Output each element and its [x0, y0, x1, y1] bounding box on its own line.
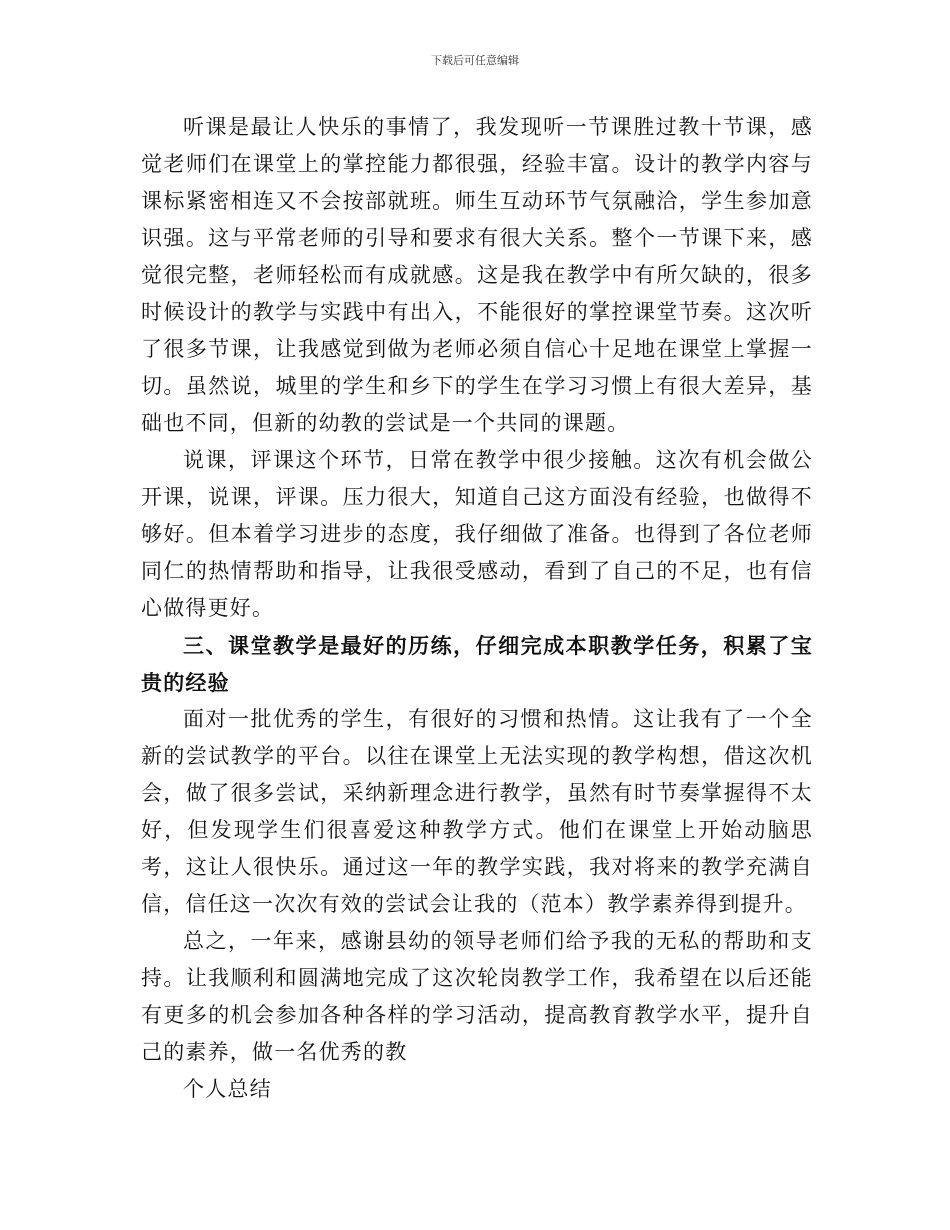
closing-title: 个人总结 — [183, 1077, 272, 1101]
paragraph-lesson-evaluation: 说课，评课这个环节，日常在教学中很少接触。这次有机会做公开课，说课，评课。压力很大，知道自己这方面没有经验，也做得不够好。但本着学习进步的态度，我仔细做了准备。也得到了各位老师同仁的热情帮助和指导，让我很受感动，看到了自己的不足，也有信心做得更好。 — [141, 448, 813, 620]
page-header-note: 下载后可任意编辑 — [431, 54, 519, 67]
paragraph-conclusion: 总之，一年来，感谢县幼的领导老师们给予我的无私的帮助和支持。让我顺利和圆满地完成了这次轮岗教学工作，我希望在以后还能有更多的机会参加各种各样的学习活动，提高教育教学水平，提升自己的素养，做一名优秀的教 — [141, 929, 813, 1064]
paragraph-lesson-observation: 听课是最让人快乐的事情了，我发现听一节课胜过教十节课，感觉老师们在课堂上的掌控能力都很强，经验丰富。设计的教学内容与课标紧密相连又不会按部就班。师生互动环节气氛融洽，学生参加意识强。这与平常老师的引导和要求有很大关系。整个一节课下来，感觉很完整，老师轻松而有成就感。这是我在教学中有所欠缺的，很多时候设计的教学与实践中有出入，不能很好的掌控课堂节奏。这次听了很多节课，让我感觉到做为老师必须自信心十足地在课堂上掌握一切。虽然说，城里的学生和乡下的学生在学习习惯上有很大差异，基础也不同，但新的幼教的尝试是一个共同的课题。 — [141, 115, 813, 435]
document-body — [141, 109, 813, 1108]
paragraph-classroom-teaching: 面对一批优秀的学生，有很好的习惯和热情。这让我有了一个全新的尝试教学的平台。以往在课堂上无法实现的教学构想，借这次机会，做了很多尝试，采纳新理念进行教学，虽然有时节奏掌握得不太好，但发现学生们很喜爱这种教学方式。他们在课堂上开始动脑思考，这让人很快乐。通过这一年的教学实践，我对将来的教学充满自信，信任这一次次有效的尝试会让我的（范本）教学素养得到提升。 — [141, 707, 813, 916]
section-heading: 三、课堂教学是最好的历练，仔细完成本职教学任务，积累了宝贵的经验 — [141, 633, 813, 695]
